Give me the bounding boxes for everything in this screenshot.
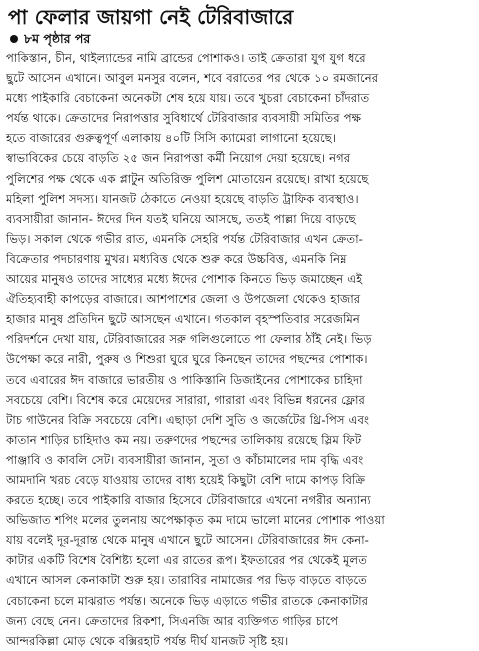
bullet-icon — [10, 35, 18, 43]
body-text-line: পুলিশের পক্ষ থেকে এক প্লাটুন অতিরিক্ত পুলিশ মোতায়েন রয়েছে। রাখা হয়েছে — [6, 171, 369, 186]
body-text-line: ব্যবসায়ীরা জানান- ঈদের দিন যতই ঘনিয়ে আসছে, ততই পাল্লা দিয়ে বাড়ছে — [6, 211, 356, 226]
body-text-line: পর্যন্ত থাকে। ক্রেতাদের নিরাপত্তার সুবিধার্থে টেরিবাজার ব্যবসায়ী সমিতির পক্ষ — [6, 111, 362, 126]
body-text-line: উপেক্ষা করে নারী, পুরুষ ও শিশুরা ঘুরে ঘুরে কিনছেন তাদের পছন্দের পোশাক। — [6, 352, 368, 367]
body-text-line: জন্য বেছে নেন। ক্রেতাদের রিকশা, সিএনজি আর ব্যক্তিগত গাড়ির চাপে — [6, 613, 339, 628]
body-text-line: বেচাকেনা চলে মাঝরাত পর্যন্ত। অনেকে ভিড় এড়াতে গভীর রাতকে কেনাকাটার — [6, 593, 369, 608]
body-text-line: স্বাভাবিকের চেয়ে বাড়তি ২৫ জন নিরাপত্তা কর্মী নিয়োগ দেয়া হয়েছে। নগর — [6, 151, 351, 166]
body-text-line: ছুটে আসেন এখানে। আবুল মনসুর বলেন, শবে বরাতের পর থেকে ১০ রমজানের — [6, 71, 379, 86]
body-text-line: এখানে আসল কেনাকাটা শুরু হয়। তারাবির নামাজের পর ভিড় বাড়তে বাড়তে — [6, 573, 367, 588]
body-text-line: মহিলা পুলিশ সদস্য। যানজট ঠেকাতে নেওয়া হয়েছে বাড়তি ট্রাফিক ব্যবস্থাও। — [6, 191, 359, 206]
body-text-line: পরিদর্শনে দেখা যায়, টেরিবাজারের সরু গলিগুলোতে পা ফেলার ঠাঁই নেই। ভিড় — [6, 332, 372, 347]
body-text-line: কাতান শাড়ির চাহিদাও কম নয়। তরুণদের পছন্দের তালিকায় রয়েছে স্লিম ফিট — [6, 432, 362, 447]
body-text-line: অভিজাত শপিং মলের তুলনায় অপেক্ষাকৃত কম দামে ভালো মানের পোশাক পাওয়া — [6, 513, 385, 528]
body-text-line: হতে বাজারের গুরুত্বপূর্ণ এলাকায় ৪০টি সিসি ক্যামেরা লাগানো হয়েছে। — [6, 131, 336, 146]
body-text-line: যায় বলেই দূর-দূরান্ত থেকে মানুষ এখানে ছুটে আসেন। টেরিবাজারের ঈদ কেনা- — [6, 533, 369, 548]
continuation-note — [10, 30, 473, 47]
body-text-line: আন্দরকিল্লা মোড় থেকে বক্সিরহাট পর্যন্ত দীর্ঘ যানজট সৃষ্টি হয়। — [6, 633, 289, 648]
body-text-line: মধ্যে পাইকারি বেচাকেনা অনেকটা শেষ হয়ে যায়। তবে খুচরা বেচাকেনা চাঁদরাত — [6, 91, 370, 106]
headline: পা ফেলার জায়গা নেই টেরিবাজারে — [8, 5, 294, 29]
body-text-line: হাজার মানুষ প্রতিদিন ছুটে আসছেন এখানে। গতকাল বৃহস্পতিবার সরেজমিন — [6, 312, 360, 327]
body-text-line: আমদানি খরচ বেড়ে যাওয়ায় তাদের বাধ্য হয়েই কিছুটা বেশি দামে কাপড় বিক্রি — [6, 472, 366, 487]
body-text-line: তবে এবারের ঈদ বাজারে ভারতীয় ও পাকিস্তানি ডিজাইনের পোশাকের চাহিদা — [6, 372, 363, 387]
body-text-line: বিক্রেতার পদচারণায় মুখর। মধ্যবিত্ত থেকে শুরু করে উচ্চবিত্ত, এমনকি নিম্ন — [6, 251, 347, 266]
article-body — [6, 48, 473, 651]
continued-from-label: ৮ম পৃষ্ঠার পর — [24, 31, 91, 46]
body-text-line: ঐতিহ্যবাহী কাপড়ের বাজারে। আশপাশের জেলা ও উপজেলা থেকেও হাজার — [6, 292, 361, 307]
body-text-line: কাটার একটি বিশেষ বৈশিষ্ট্য হলো এর রাতের রূপ। ইফতারের পর থেকেই মূলত — [6, 553, 368, 568]
body-text-line: টাচ গাউনের বিক্রি সবচেয়ে বেশি। এছাড়া দেশি সুতি ও জর্জেটের থ্রি-পিস এবং — [6, 412, 370, 427]
body-text-line: পাকিস্তান, চীন, থাইল্যান্ডের নামি ব্রান্ডের পোশাকও। তাই ক্রেতারা যুগ যুগ ধরে — [6, 51, 366, 65]
body-text-line: করতে হচ্ছে। তবে পাইকারি বাজার হিসেবে টেরিবাজারে এখনো নগরীর অন্যান্য — [6, 493, 371, 508]
body-text-line: সবচেয়ে বেশি। বিশেষ করে মেয়েদের সারারা, গারারা এবং বিভিন্ন ধরনের ফ্লোর — [6, 392, 365, 407]
body-text-line: পাঞ্জাবি ও কাবলি সেট। ব্যবসায়ীরা জানান, সুতা ও কাঁচামালের দাম বৃদ্ধি এবং — [6, 452, 364, 467]
body-text-line: আয়ের মানুষও তাদের সাধ্যের মধ্যে ঈদের পোশাক কিনতে ভিড় জমাচ্ছেন এই — [6, 272, 363, 287]
body-text-line: ভিড়। সকাল থেকে গভীর রাত, এমনকি সেহরি পর্যন্ত টেরিবাজার এখন ক্রেতা- — [6, 231, 363, 246]
